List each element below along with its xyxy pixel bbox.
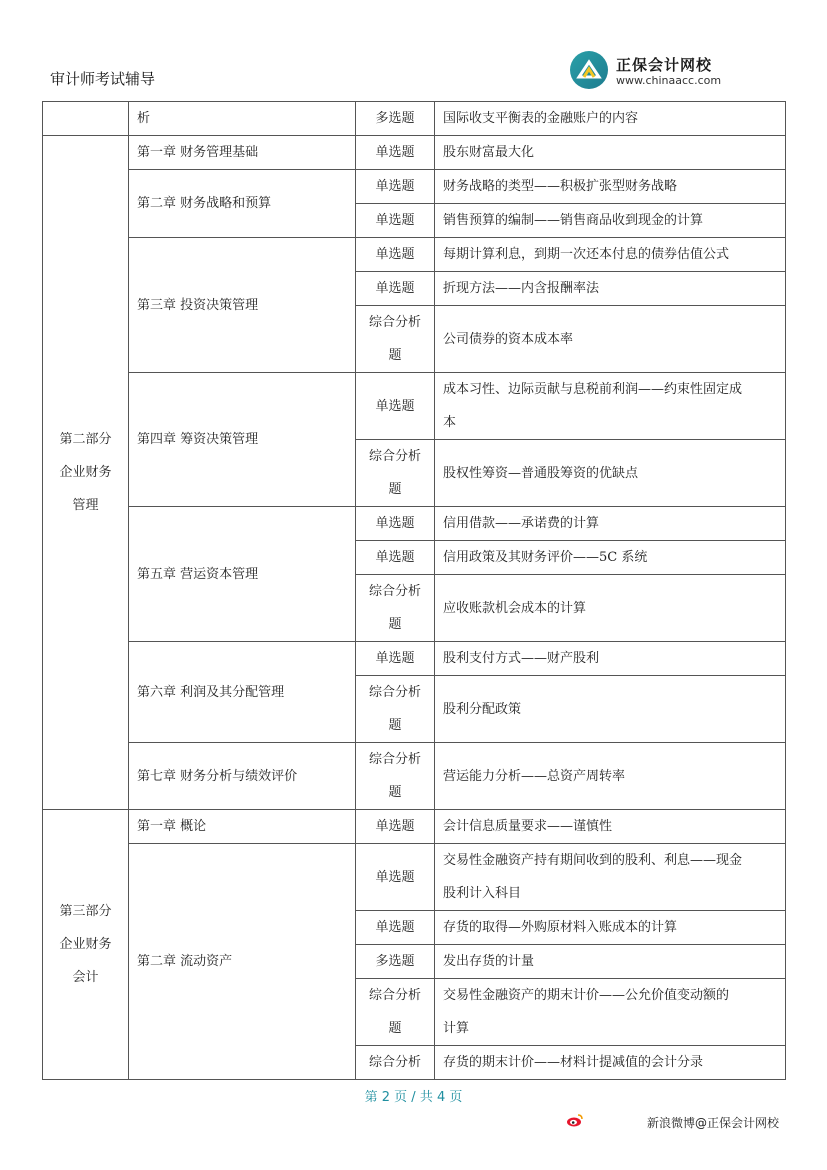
question-type-cell: 单选题 <box>356 507 435 541</box>
question-type-cell: 单选题 <box>356 810 435 844</box>
topic-line: 交易性金融资产的期末计价——公允价值变动额的 <box>443 988 730 1003</box>
question-type-line: 题 <box>388 718 402 733</box>
table-row <box>43 507 786 541</box>
question-type-line: 综合分析 <box>368 685 421 700</box>
topic-cell <box>435 979 786 1046</box>
topic-cell: 营运能力分析——总资产周转率 <box>435 743 786 810</box>
chapter-cell: 第一章 财务管理基础 <box>129 136 356 170</box>
weibo-account: 新浪微博@正保会计网校 <box>647 1116 780 1130</box>
topic-cell: 股东财富最大化 <box>435 136 786 170</box>
table-row <box>43 642 786 676</box>
question-type-cell: 单选题 <box>356 136 435 170</box>
topic-cell: 信用政策及其财务评价——5C 系统 <box>435 541 786 575</box>
question-type-cell: 多选题 <box>356 945 435 979</box>
question-type-cell: 单选题 <box>356 911 435 945</box>
topic-cell: 存货的期末计价——材料计提减值的会计分录 <box>435 1046 786 1080</box>
table-row <box>43 170 786 204</box>
section-label: 第二部分 <box>59 432 112 447</box>
topic-cell: 折现方法——内含报酬率法 <box>435 272 786 306</box>
topic-line: 本 <box>443 415 457 430</box>
topic-cell: 发出存货的计量 <box>435 945 786 979</box>
topic-cell: 股利分配政策 <box>435 676 786 743</box>
question-type-line: 综合分析 <box>368 752 421 767</box>
logo-icon <box>570 51 608 89</box>
topic-cell: 股利支付方式——财产股利 <box>435 642 786 676</box>
question-type-cell: 单选题 <box>356 541 435 575</box>
chapter-cell: 第二章 财务战略和预算 <box>129 170 356 238</box>
question-type-cell: 综合分析 <box>356 1046 435 1080</box>
header-title: 审计师考试辅导 <box>50 70 156 88</box>
topic-cell: 存货的取得—外购原材料入账成本的计算 <box>435 911 786 945</box>
table-row <box>43 238 786 272</box>
topic-line: 成本习性、边际贡献与息税前利润——约束性固定成 <box>443 382 743 397</box>
logo-name: 正保会计网校 <box>616 56 713 74</box>
topic-line: 交易性金融资产持有期间收到的股利、利息——现金 <box>443 853 743 868</box>
topic-line: 计算 <box>443 1021 470 1036</box>
chapter-cell: 第一章 概论 <box>129 810 356 844</box>
topic-cell <box>435 844 786 911</box>
table-row <box>43 373 786 440</box>
section-label: 企业财务 <box>59 465 112 480</box>
question-type-cell: 单选题 <box>356 238 435 272</box>
topic-line: 股利计入科目 <box>443 886 522 901</box>
question-type-cell: 单选题 <box>356 204 435 238</box>
question-type-cell: 单选题 <box>356 170 435 204</box>
topic-cell: 会计信息质量要求——谨慎性 <box>435 810 786 844</box>
chapter-cell: 第六章 利润及其分配管理 <box>129 642 356 743</box>
chapter-cell: 第四章 筹资决策管理 <box>129 373 356 507</box>
question-type-cell <box>356 440 435 507</box>
question-type-line: 综合分析 <box>368 315 421 330</box>
table-row <box>43 844 786 911</box>
section-label: 会计 <box>72 970 99 985</box>
question-type-line: 综合分析 <box>368 449 421 464</box>
question-type-cell: 单选题 <box>356 844 435 911</box>
question-type-line: 题 <box>388 1021 402 1036</box>
topic-cell: 销售预算的编制——销售商品收到现金的计算 <box>435 204 786 238</box>
section-label: 管理 <box>72 498 99 513</box>
section-label: 第三部分 <box>59 904 112 919</box>
topic-cell: 股权性筹资—普通股筹资的优缺点 <box>435 440 786 507</box>
question-type-line: 综合分析 <box>368 988 421 1003</box>
chapter-cell: 第三章 投资决策管理 <box>129 238 356 373</box>
topic-cell: 财务战略的类型——积极扩张型财务战略 <box>435 170 786 204</box>
topic-cell: 公司债券的资本成本率 <box>435 306 786 373</box>
table-row <box>43 810 786 844</box>
topic-cell: 每期计算利息，到期一次还本付息的债券估值公式 <box>435 238 786 272</box>
question-type-cell: 单选题 <box>356 373 435 440</box>
table-row <box>43 136 786 170</box>
chapter-cell: 第二章 流动资产 <box>129 844 356 1080</box>
exam-topic-table <box>42 101 786 1080</box>
topic-cell: 信用借款——承诺费的计算 <box>435 507 786 541</box>
question-type-cell <box>356 306 435 373</box>
section-cell-part2 <box>43 136 129 810</box>
table-cell: 析 <box>129 102 356 136</box>
question-type-cell: 单选题 <box>356 272 435 306</box>
question-type-line: 题 <box>388 617 402 632</box>
chapter-cell: 第五章 营运资本管理 <box>129 507 356 642</box>
question-type-line: 题 <box>388 348 402 363</box>
question-type-cell: 单选题 <box>356 642 435 676</box>
page-number: 第 2 页 / 共 4 页 <box>364 1090 463 1105</box>
table-cell <box>43 102 129 136</box>
topic-cell: 应收账款机会成本的计算 <box>435 575 786 642</box>
question-type-line: 综合分析 <box>368 584 421 599</box>
logo <box>570 51 780 91</box>
table-row <box>43 102 786 136</box>
weibo-icon <box>566 1113 584 1127</box>
question-type-line: 题 <box>388 482 402 497</box>
logo-url: www.chinaacc.com <box>616 74 722 87</box>
table-row <box>43 743 786 810</box>
question-type-cell <box>356 979 435 1046</box>
question-type-line: 题 <box>388 785 402 800</box>
question-type-cell <box>356 676 435 743</box>
table-cell: 多选题 <box>356 102 435 136</box>
chapter-cell: 第七章 财务分析与绩效评价 <box>129 743 356 810</box>
question-type-cell <box>356 575 435 642</box>
section-label: 企业财务 <box>59 937 112 952</box>
topic-cell <box>435 373 786 440</box>
table-cell: 国际收支平衡表的金融账户的内容 <box>435 102 786 136</box>
section-cell-part3 <box>43 810 129 1080</box>
question-type-cell <box>356 743 435 810</box>
